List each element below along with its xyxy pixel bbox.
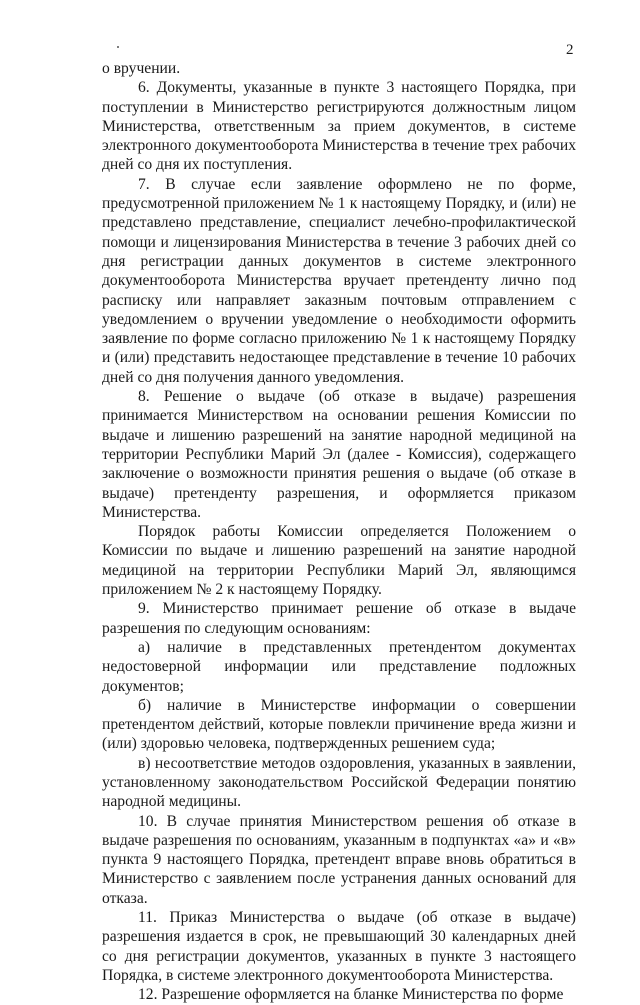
subitem-a: а) наличие в представленных претендентом документах недостоверной информации или представление подложных документов; [102, 638, 576, 695]
paragraph-item-6: 6. Документы, указанные в пункте 3 настоящего Порядка, при поступлении в Министерство регистрируются должностным лицом Министерства, ответственным за прием документов, в системе электронного документооборота Министерства в течение трех рабочих дней со дня их поступления. [102, 79, 576, 174]
paragraph-item-9: 9. Министерство принимает решение об отказе в выдаче разрешения по следующим основаниям: [102, 600, 576, 637]
paragraph-item-12: 12. Разрешение оформляется на бланке Министерства по форме [138, 986, 564, 1004]
document-body [102, 59, 576, 1005]
paragraph-item-8: 8. Решение о выдаче (об отказе в выдаче) разрешения принимается Министерством на основании решения Комиссии по выдаче и лишению разрешений на занятие народной медициной на территории Республики Марий Эл (далее - Комиссия), содержащего заключение о возможности принятия решения о выдаче (об отказе в выдаче) претенденту разрешения, и оформляется приказом Министерства. [102, 388, 576, 521]
paragraph-commission-procedure: Порядок работы Комиссии определяется Положением о Комиссии по выдаче и лишению разрешений на занятие народной медициной на территории Республики Марий Эл, являющимся приложением № 2 к настоящему Порядку. [102, 523, 576, 599]
paragraph-item-11: 11. Приказ Министерства о выдаче (об отказе в выдаче) разрешения издается в срок, не превышающий 30 календарных дней со дня регистрации документов, указанных в пункте 3 настоящего Порядка, в системе электронного документооборота Министерства. [102, 909, 576, 984]
page-number: 2 [566, 42, 574, 58]
subitem-v: в) несоответствие методов оздоровления, указанных в заявлении, установленному законодательством Российской Федерации понятию народной медицины. [102, 754, 576, 811]
paragraph-item-7: 7. В случае если заявление оформлено не по форме, предусмотренной приложением № 1 к настоящему Порядку, и (или) не представлено представление, специалист лечебно-профилактической помощи и лицензирования Министерства в течение 3 рабочих дней со дня регистрации данных документов в системе электронного документооборота Министерства вручает претенденту лично под расписку или направляет заказным почтовым отправлением с уведомлением о вручении уведомление о необходимости оформить заявление по форме согласно приложению № 1 к настоящему Порядку и (или) представить недостающее представление в течение 10 рабочих дней со дня получения данного уведомления. [102, 175, 576, 386]
subitem-b: б) наличие в Министерстве информации о совершении претендентом действий, которые повлекли причинение вреда жизни и (или) здоровью человека, подтвержденных решением суда; [102, 696, 576, 753]
paragraph-continuation: о вручении. [102, 60, 181, 77]
scan-speck [117, 46, 119, 48]
paragraph-item-10: 10. В случае принятия Министерством решения об отказе в выдаче разрешения по основаниям, указанным в подпунктах «а» и «в» пункта 9 настоящего Порядка, претендент вправе вновь обратиться в Министерство с заявлением после устранения данных оснований для отказа. [102, 812, 576, 907]
